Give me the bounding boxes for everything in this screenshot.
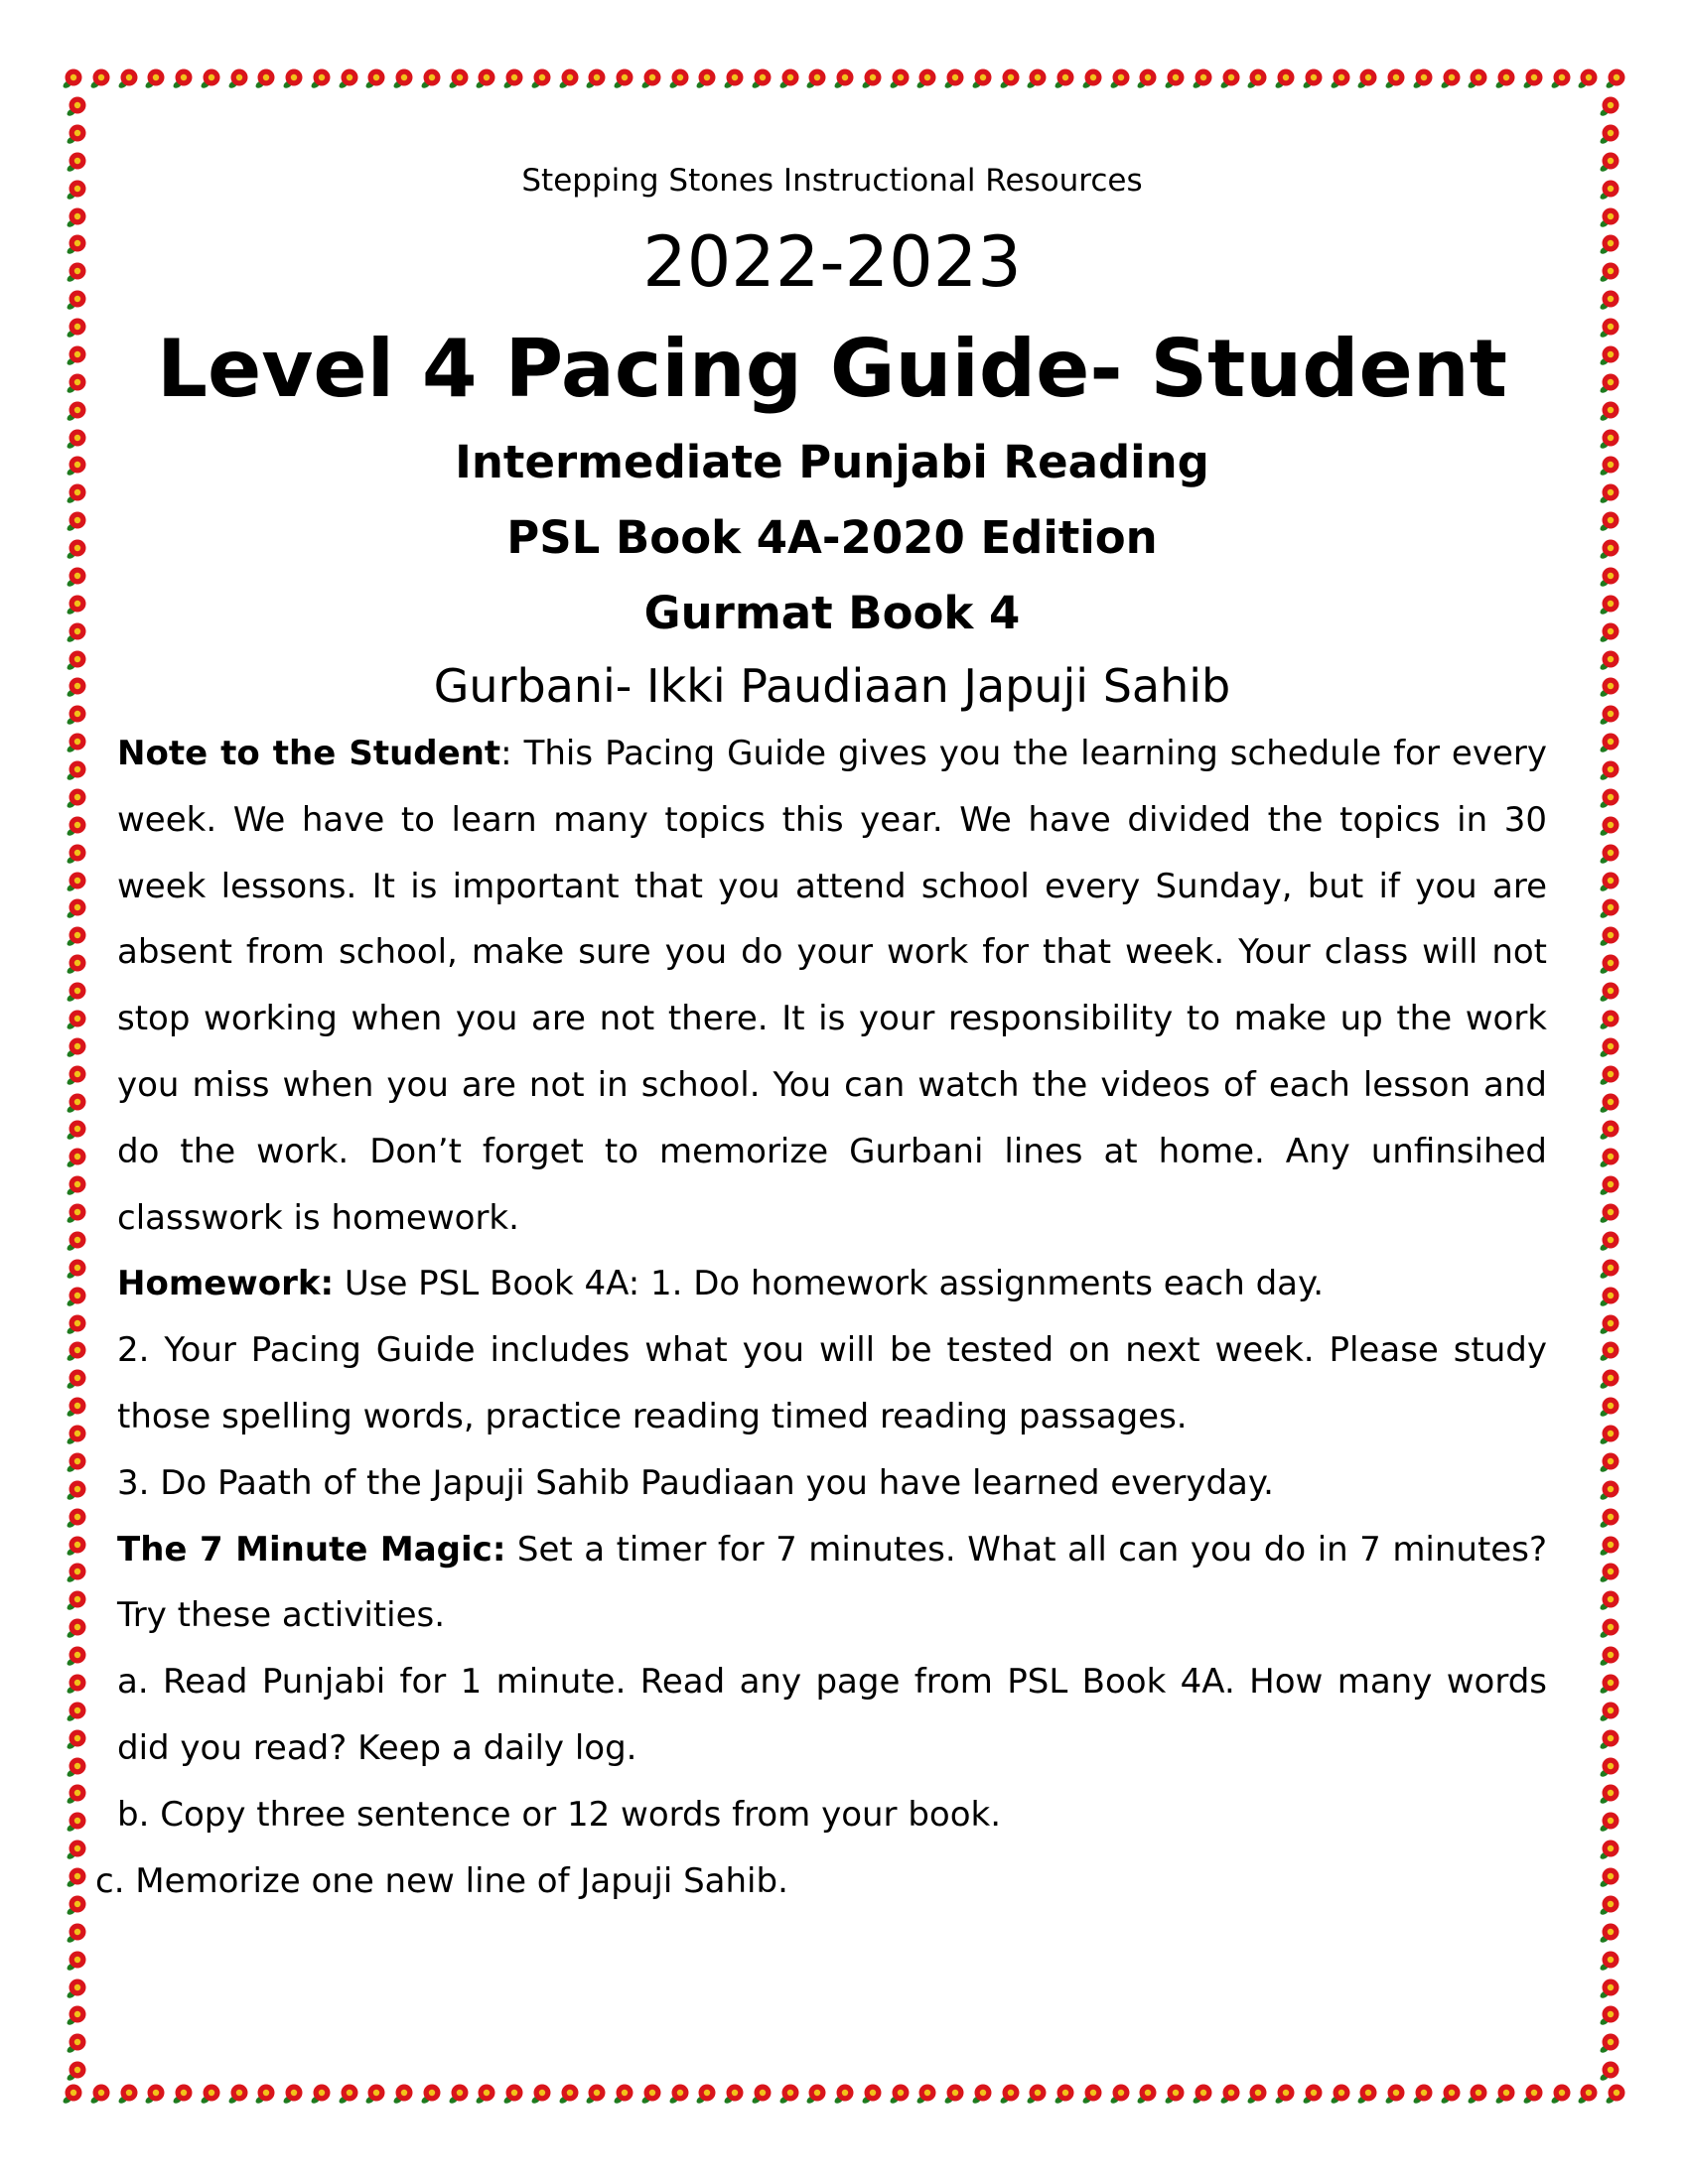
flower-icon <box>282 68 304 89</box>
flower-icon <box>695 2083 717 2105</box>
flower-icon <box>1599 179 1620 201</box>
flower-icon <box>172 68 194 89</box>
flower-icon <box>1599 1009 1620 1030</box>
flower-icon <box>282 2083 304 2105</box>
gurbani-heading: Gurbani- Ikki Paudiaan Japuji Sahib <box>433 659 1231 713</box>
flower-icon <box>254 68 276 89</box>
flower-icon <box>66 1756 87 1778</box>
flower-icon <box>1599 953 1620 975</box>
flower-icon <box>1599 1174 1620 1196</box>
flower-icon <box>1599 1673 1620 1695</box>
flower-icon <box>1599 1950 1620 1972</box>
flower-icon <box>392 68 414 89</box>
homework-line-1: Homework: Use PSL Book 4A: 1. Do homework assignments each day. <box>117 1264 1325 1304</box>
flower-icon <box>1599 787 1620 809</box>
flower-icon <box>805 2083 827 2105</box>
flower-icon <box>971 2083 993 2105</box>
flower-icon <box>66 179 87 201</box>
flower-icon <box>66 704 87 726</box>
flower-icon <box>1599 1811 1620 1833</box>
flower-icon <box>1599 843 1620 865</box>
flower-icon <box>227 2083 249 2105</box>
flower-icon <box>66 317 87 339</box>
flower-icon <box>889 68 911 89</box>
flower-icon <box>778 68 800 89</box>
flower-icon <box>66 1396 87 1418</box>
flower-icon <box>1440 2083 1462 2105</box>
flower-icon <box>62 68 83 89</box>
flower-icon <box>475 2083 496 2105</box>
flower-icon <box>1599 1589 1620 1611</box>
flower-icon <box>1599 1147 1620 1168</box>
subtitle-reading: Intermediate Punjabi Reading <box>455 436 1209 488</box>
magic-label: The 7 Minute Magic: <box>117 1529 506 1570</box>
flower-icon <box>1599 289 1620 311</box>
flower-icon <box>971 68 993 89</box>
magic-item-b: b. Copy three sentence or 12 words from your book. <box>117 1794 1002 1835</box>
flower-icon <box>66 1866 87 1888</box>
flower-icon <box>1109 2083 1131 2105</box>
flower-icon <box>1599 621 1620 643</box>
flower-icon <box>999 2083 1021 2105</box>
flower-icon <box>1467 68 1488 89</box>
subtitle-book: PSL Book 4A-2020 Edition <box>506 511 1158 564</box>
flower-icon <box>1599 1368 1620 1390</box>
flower-icon <box>66 676 87 698</box>
flower-icon <box>1599 1396 1620 1418</box>
flower-icon <box>420 2083 442 2105</box>
flower-icon <box>66 372 87 394</box>
flower-icon <box>1599 1922 1620 1944</box>
flower-icon <box>1219 68 1241 89</box>
flower-icon <box>66 1728 87 1750</box>
flower-icon <box>1136 68 1158 89</box>
homework-label: Homework: <box>117 1264 335 1304</box>
flower-icon <box>1599 981 1620 1003</box>
flower-icon <box>66 1950 87 1972</box>
flower-icon <box>1599 1313 1620 1335</box>
flower-icon <box>66 1258 87 1280</box>
flower-icon <box>1550 68 1572 89</box>
flower-icon <box>1599 1451 1620 1473</box>
flower-icon <box>1330 68 1351 89</box>
flower-icon <box>66 261 87 283</box>
flower-icon <box>62 2083 83 2105</box>
flower-icon <box>943 2083 965 2105</box>
flower-icon <box>66 1535 87 1557</box>
flower-icon <box>723 68 745 89</box>
flower-icon <box>1494 2083 1516 2105</box>
flower-icon <box>915 68 937 89</box>
flower-icon <box>66 981 87 1003</box>
flower-icon <box>172 2083 194 2105</box>
flower-icon <box>66 538 87 560</box>
flower-icon <box>66 1092 87 1114</box>
flower-icon <box>915 2083 937 2105</box>
flower-icon <box>668 68 690 89</box>
flower-icon <box>1599 538 1620 560</box>
flower-icon <box>833 68 855 89</box>
flower-icon <box>1522 2083 1544 2105</box>
flower-icon <box>66 1119 87 1141</box>
flower-icon <box>1054 2083 1075 2105</box>
flower-icon <box>1599 1978 1620 1999</box>
flower-icon <box>1164 2083 1186 2105</box>
border-right <box>1599 95 1622 2083</box>
flower-icon <box>66 289 87 311</box>
flower-icon <box>66 1313 87 1335</box>
flower-icon <box>66 1340 87 1362</box>
flower-icon <box>1599 1202 1620 1224</box>
flower-icon <box>1356 68 1378 89</box>
flower-icon <box>66 1922 87 1944</box>
flower-icon <box>1467 2083 1488 2105</box>
magic-item-a: a. Read Punjabi for 1 minute. Read any page from PSL Book 4A. How many words did you read? Keep a daily log. <box>117 1662 1547 1768</box>
flower-icon <box>200 2083 221 2105</box>
flower-icon <box>227 68 249 89</box>
flower-icon <box>66 2004 87 2026</box>
flower-icon <box>66 1839 87 1860</box>
flower-icon <box>1164 68 1186 89</box>
flower-icon <box>1599 1340 1620 1362</box>
flower-icon <box>1599 759 1620 781</box>
flower-icon <box>1577 68 1599 89</box>
flower-icon <box>66 1451 87 1473</box>
flower-icon <box>392 2083 414 2105</box>
flower-icon <box>1599 1617 1620 1639</box>
flower-icon <box>448 68 470 89</box>
flower-icon <box>1330 2083 1351 2105</box>
flower-icon <box>66 2060 87 2082</box>
flower-icon <box>1081 2083 1103 2105</box>
flower-icon <box>117 2083 139 2105</box>
flower-icon <box>66 953 87 975</box>
flower-icon <box>1599 2004 1620 2026</box>
flower-icon <box>66 482 87 504</box>
flower-icon <box>695 68 717 89</box>
flower-icon <box>66 1894 87 1916</box>
flower-icon <box>66 843 87 865</box>
flower-icon <box>1599 1783 1620 1805</box>
flower-icon <box>1599 151 1620 173</box>
flower-icon <box>1599 206 1620 228</box>
flower-icon <box>530 2083 552 2105</box>
flower-icon <box>66 233 87 255</box>
page-title: Level 4 Pacing Guide- Student <box>157 323 1507 415</box>
flower-icon <box>1412 2083 1434 2105</box>
flower-icon <box>144 68 166 89</box>
flower-icon <box>1599 428 1620 450</box>
flower-icon <box>1192 68 1213 89</box>
flower-icon <box>530 68 552 89</box>
flower-icon <box>338 2083 359 2105</box>
flower-icon <box>1599 925 1620 947</box>
flower-icon <box>66 510 87 532</box>
flower-icon <box>1054 68 1075 89</box>
flower-icon <box>1599 123 1620 145</box>
flower-icon <box>66 123 87 145</box>
flower-icon <box>558 2083 580 2105</box>
flower-icon <box>66 1424 87 1445</box>
flower-icon <box>66 428 87 450</box>
flower-icon <box>66 732 87 753</box>
flower-icon <box>338 68 359 89</box>
flower-icon <box>66 1701 87 1722</box>
flower-icon <box>1599 1894 1620 1916</box>
flower-icon <box>66 206 87 228</box>
note-to-student <box>117 721 1547 1251</box>
flower-icon <box>1577 2083 1599 2105</box>
flower-icon <box>1599 1728 1620 1750</box>
homework-line-2: 2. Your Pacing Guide includes what you will be tested on next week. Please study those spelling words, practice reading timed reading passages. <box>117 1330 1547 1436</box>
flower-icon <box>1599 2060 1620 2082</box>
flower-icon <box>66 455 87 477</box>
flower-icon <box>613 68 634 89</box>
flower-icon <box>1599 815 1620 837</box>
flower-icon <box>66 1479 87 1501</box>
flower-icon <box>805 68 827 89</box>
flower-icon <box>1599 233 1620 255</box>
flower-icon <box>861 2083 883 2105</box>
flower-icon <box>1599 649 1620 671</box>
flower-icon <box>1605 2083 1626 2105</box>
page-content <box>95 149 1547 1914</box>
note-text: : This Pacing Guide gives you the learning schedule for every week. We have to learn many topics this year. We have divided the topics in 30 week lessons. It is important that you attend school every Sunday, but if you are absent from school, make sure you do your work for that week. Your class will not stop working when you are not there. It is your responsibility to make up the work you miss when you are not in school. You can watch the videos of each lesson and do the work. Don’t forget to memorize Gurbani lines at home. Any unfinsihed classwork is homework. <box>117 734 1547 1238</box>
flower-icon <box>66 1286 87 1307</box>
flower-icon <box>66 1589 87 1611</box>
flower-icon <box>502 68 524 89</box>
flower-icon <box>1384 2083 1406 2105</box>
flower-icon <box>1302 2083 1324 2105</box>
flower-icon <box>448 2083 470 2105</box>
flower-icon <box>1440 68 1462 89</box>
flower-icon <box>1599 566 1620 588</box>
flower-icon <box>1550 2083 1572 2105</box>
flower-icon <box>66 815 87 837</box>
flower-icon <box>1494 68 1516 89</box>
flower-icon <box>640 68 662 89</box>
flower-icon <box>1599 1092 1620 1114</box>
flower-icon <box>833 2083 855 2105</box>
flower-icon <box>1599 1756 1620 1778</box>
flower-icon <box>66 344 87 366</box>
flower-icon <box>1599 1701 1620 1722</box>
flower-icon <box>1136 2083 1158 2105</box>
flower-icon <box>1246 68 1268 89</box>
flower-icon <box>1599 1645 1620 1667</box>
flower-icon <box>1599 1479 1620 1501</box>
border-top <box>62 68 1626 95</box>
flower-icon <box>66 1230 87 1252</box>
flower-icon <box>1599 510 1620 532</box>
flower-icon <box>66 787 87 809</box>
flower-icon <box>585 68 607 89</box>
flower-icon <box>66 1562 87 1583</box>
flower-icon <box>66 1811 87 1833</box>
flower-icon <box>1599 676 1620 698</box>
flower-icon <box>254 2083 276 2105</box>
flower-icon <box>1522 68 1544 89</box>
flower-icon <box>66 1202 87 1224</box>
flower-icon <box>1599 261 1620 283</box>
flower-icon <box>66 1009 87 1030</box>
homework-line-3: 3. Do Paath of the Japuji Sahib Paudiaan you have learned everyday. <box>117 1462 1274 1503</box>
flower-icon <box>1599 1036 1620 1058</box>
flower-icon <box>66 1617 87 1639</box>
flower-icon <box>1599 704 1620 726</box>
flower-icon <box>144 2083 166 2105</box>
flower-icon <box>420 68 442 89</box>
flower-icon <box>66 925 87 947</box>
flower-icon <box>1599 1258 1620 1280</box>
magic-intro: The 7 Minute Magic: Set a timer for 7 minutes. What all can you do in 7 minutes? Try these activities. <box>117 1529 1547 1636</box>
flower-icon <box>1599 1230 1620 1252</box>
flower-icon <box>1599 2032 1620 2054</box>
flower-icon <box>558 68 580 89</box>
flower-icon <box>66 1147 87 1168</box>
flower-icon <box>66 151 87 173</box>
flower-icon <box>723 2083 745 2105</box>
flower-icon <box>1599 344 1620 366</box>
flower-icon <box>1219 2083 1241 2105</box>
flower-icon <box>89 68 111 89</box>
flower-icon <box>1302 68 1324 89</box>
flower-icon <box>1599 1562 1620 1583</box>
flower-icon <box>66 1978 87 1999</box>
flower-icon <box>1081 68 1103 89</box>
flower-icon <box>1599 1064 1620 1086</box>
flower-icon <box>1384 68 1406 89</box>
flower-icon <box>1026 2083 1048 2105</box>
flower-icon <box>1599 1119 1620 1141</box>
flower-icon <box>66 594 87 615</box>
flower-icon <box>778 2083 800 2105</box>
flower-icon <box>1599 1839 1620 1860</box>
flower-icon <box>1412 68 1434 89</box>
flower-icon <box>66 2032 87 2054</box>
flower-icon <box>1599 897 1620 919</box>
subtitle-gurmat: Gurmat Book 4 <box>643 587 1021 639</box>
school-year: 2022-2023 <box>642 221 1022 303</box>
flower-icon <box>66 1645 87 1667</box>
flower-icon <box>364 2083 386 2105</box>
flower-icon <box>1599 732 1620 753</box>
flower-icon <box>117 68 139 89</box>
magic-item-c: c. Memorize one new line of Japuji Sahib. <box>95 1860 788 1901</box>
flower-icon <box>751 2083 773 2105</box>
flower-icon <box>1026 68 1048 89</box>
flower-icon <box>889 2083 911 2105</box>
flower-icon <box>310 68 332 89</box>
flower-icon <box>1599 95 1620 117</box>
flower-icon <box>66 1783 87 1805</box>
flower-icon <box>1599 594 1620 615</box>
flower-icon <box>66 1673 87 1695</box>
note-label: Note to the Student <box>117 734 501 773</box>
flower-icon <box>999 68 1021 89</box>
flower-icon <box>1599 1424 1620 1445</box>
flower-icon <box>1599 1286 1620 1307</box>
flower-icon <box>66 400 87 422</box>
flower-icon <box>1274 2083 1296 2105</box>
flower-icon <box>1246 2083 1268 2105</box>
flower-icon <box>751 68 773 89</box>
flower-icon <box>585 2083 607 2105</box>
flower-icon <box>200 68 221 89</box>
flower-icon <box>66 1368 87 1390</box>
flower-icon <box>1599 871 1620 892</box>
flower-icon <box>66 95 87 117</box>
border-bottom <box>62 2083 1626 2111</box>
flower-icon <box>1599 400 1620 422</box>
flower-icon <box>1192 2083 1213 2105</box>
flower-icon <box>640 2083 662 2105</box>
flower-icon <box>1605 68 1626 89</box>
flower-icon <box>1109 68 1131 89</box>
flower-icon <box>475 68 496 89</box>
flower-icon <box>66 871 87 892</box>
flower-icon <box>1599 1866 1620 1888</box>
flower-icon <box>943 68 965 89</box>
flower-icon <box>1599 482 1620 504</box>
flower-icon <box>66 1174 87 1196</box>
flower-icon <box>66 649 87 671</box>
flower-icon <box>861 68 883 89</box>
flower-icon <box>364 68 386 89</box>
flower-icon <box>66 566 87 588</box>
flower-icon <box>66 621 87 643</box>
flower-icon <box>613 2083 634 2105</box>
flower-icon <box>66 759 87 781</box>
flower-icon <box>1356 2083 1378 2105</box>
flower-icon <box>66 1507 87 1529</box>
flower-icon <box>1599 1507 1620 1529</box>
flower-icon <box>310 2083 332 2105</box>
flower-icon <box>1599 372 1620 394</box>
flower-icon <box>89 2083 111 2105</box>
flower-icon <box>502 2083 524 2105</box>
border-left <box>66 95 89 2083</box>
flower-icon <box>66 1036 87 1058</box>
flower-icon <box>668 2083 690 2105</box>
flower-icon <box>1599 1535 1620 1557</box>
publisher-name: Stepping Stones Instructional Resources <box>521 163 1143 199</box>
flower-icon <box>1274 68 1296 89</box>
flower-icon <box>1599 317 1620 339</box>
flower-icon <box>1599 455 1620 477</box>
flower-icon <box>66 1064 87 1086</box>
flower-icon <box>66 897 87 919</box>
